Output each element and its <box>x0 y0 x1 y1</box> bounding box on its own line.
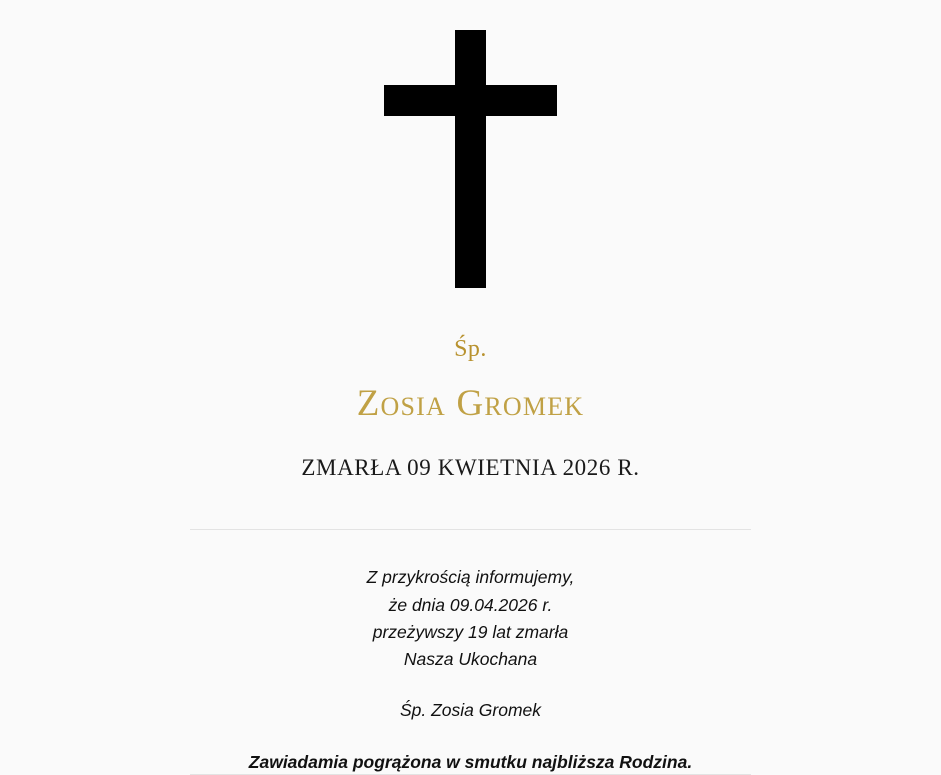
death-date-line: ZMARŁA 09 KWIETNIA 2026 R. <box>301 455 640 481</box>
deceased-prefix: Śp. <box>454 336 487 363</box>
announcement-line-4: Nasza Ukochana <box>403 649 538 670</box>
cross-vertical-bar <box>455 30 486 288</box>
cross-icon <box>371 30 571 282</box>
deceased-name: Zosia Gromek <box>356 383 585 425</box>
cross-horizontal-bar <box>384 85 557 116</box>
family-statement: Zawiadamia pogrążona w smutku najbliższa Rodzina. <box>248 751 693 772</box>
announcement-text <box>367 564 575 724</box>
announcement-line-3: przeżywszy 19 lat zmarła <box>372 621 569 642</box>
announcement-line-1: Z przykrością informujemy, <box>366 567 575 588</box>
divider <box>190 529 751 530</box>
announcement-line-2: że dnia 09.04.2026 r. <box>388 594 553 615</box>
deceased-reference: Śp. Zosia Gromek <box>399 700 542 721</box>
